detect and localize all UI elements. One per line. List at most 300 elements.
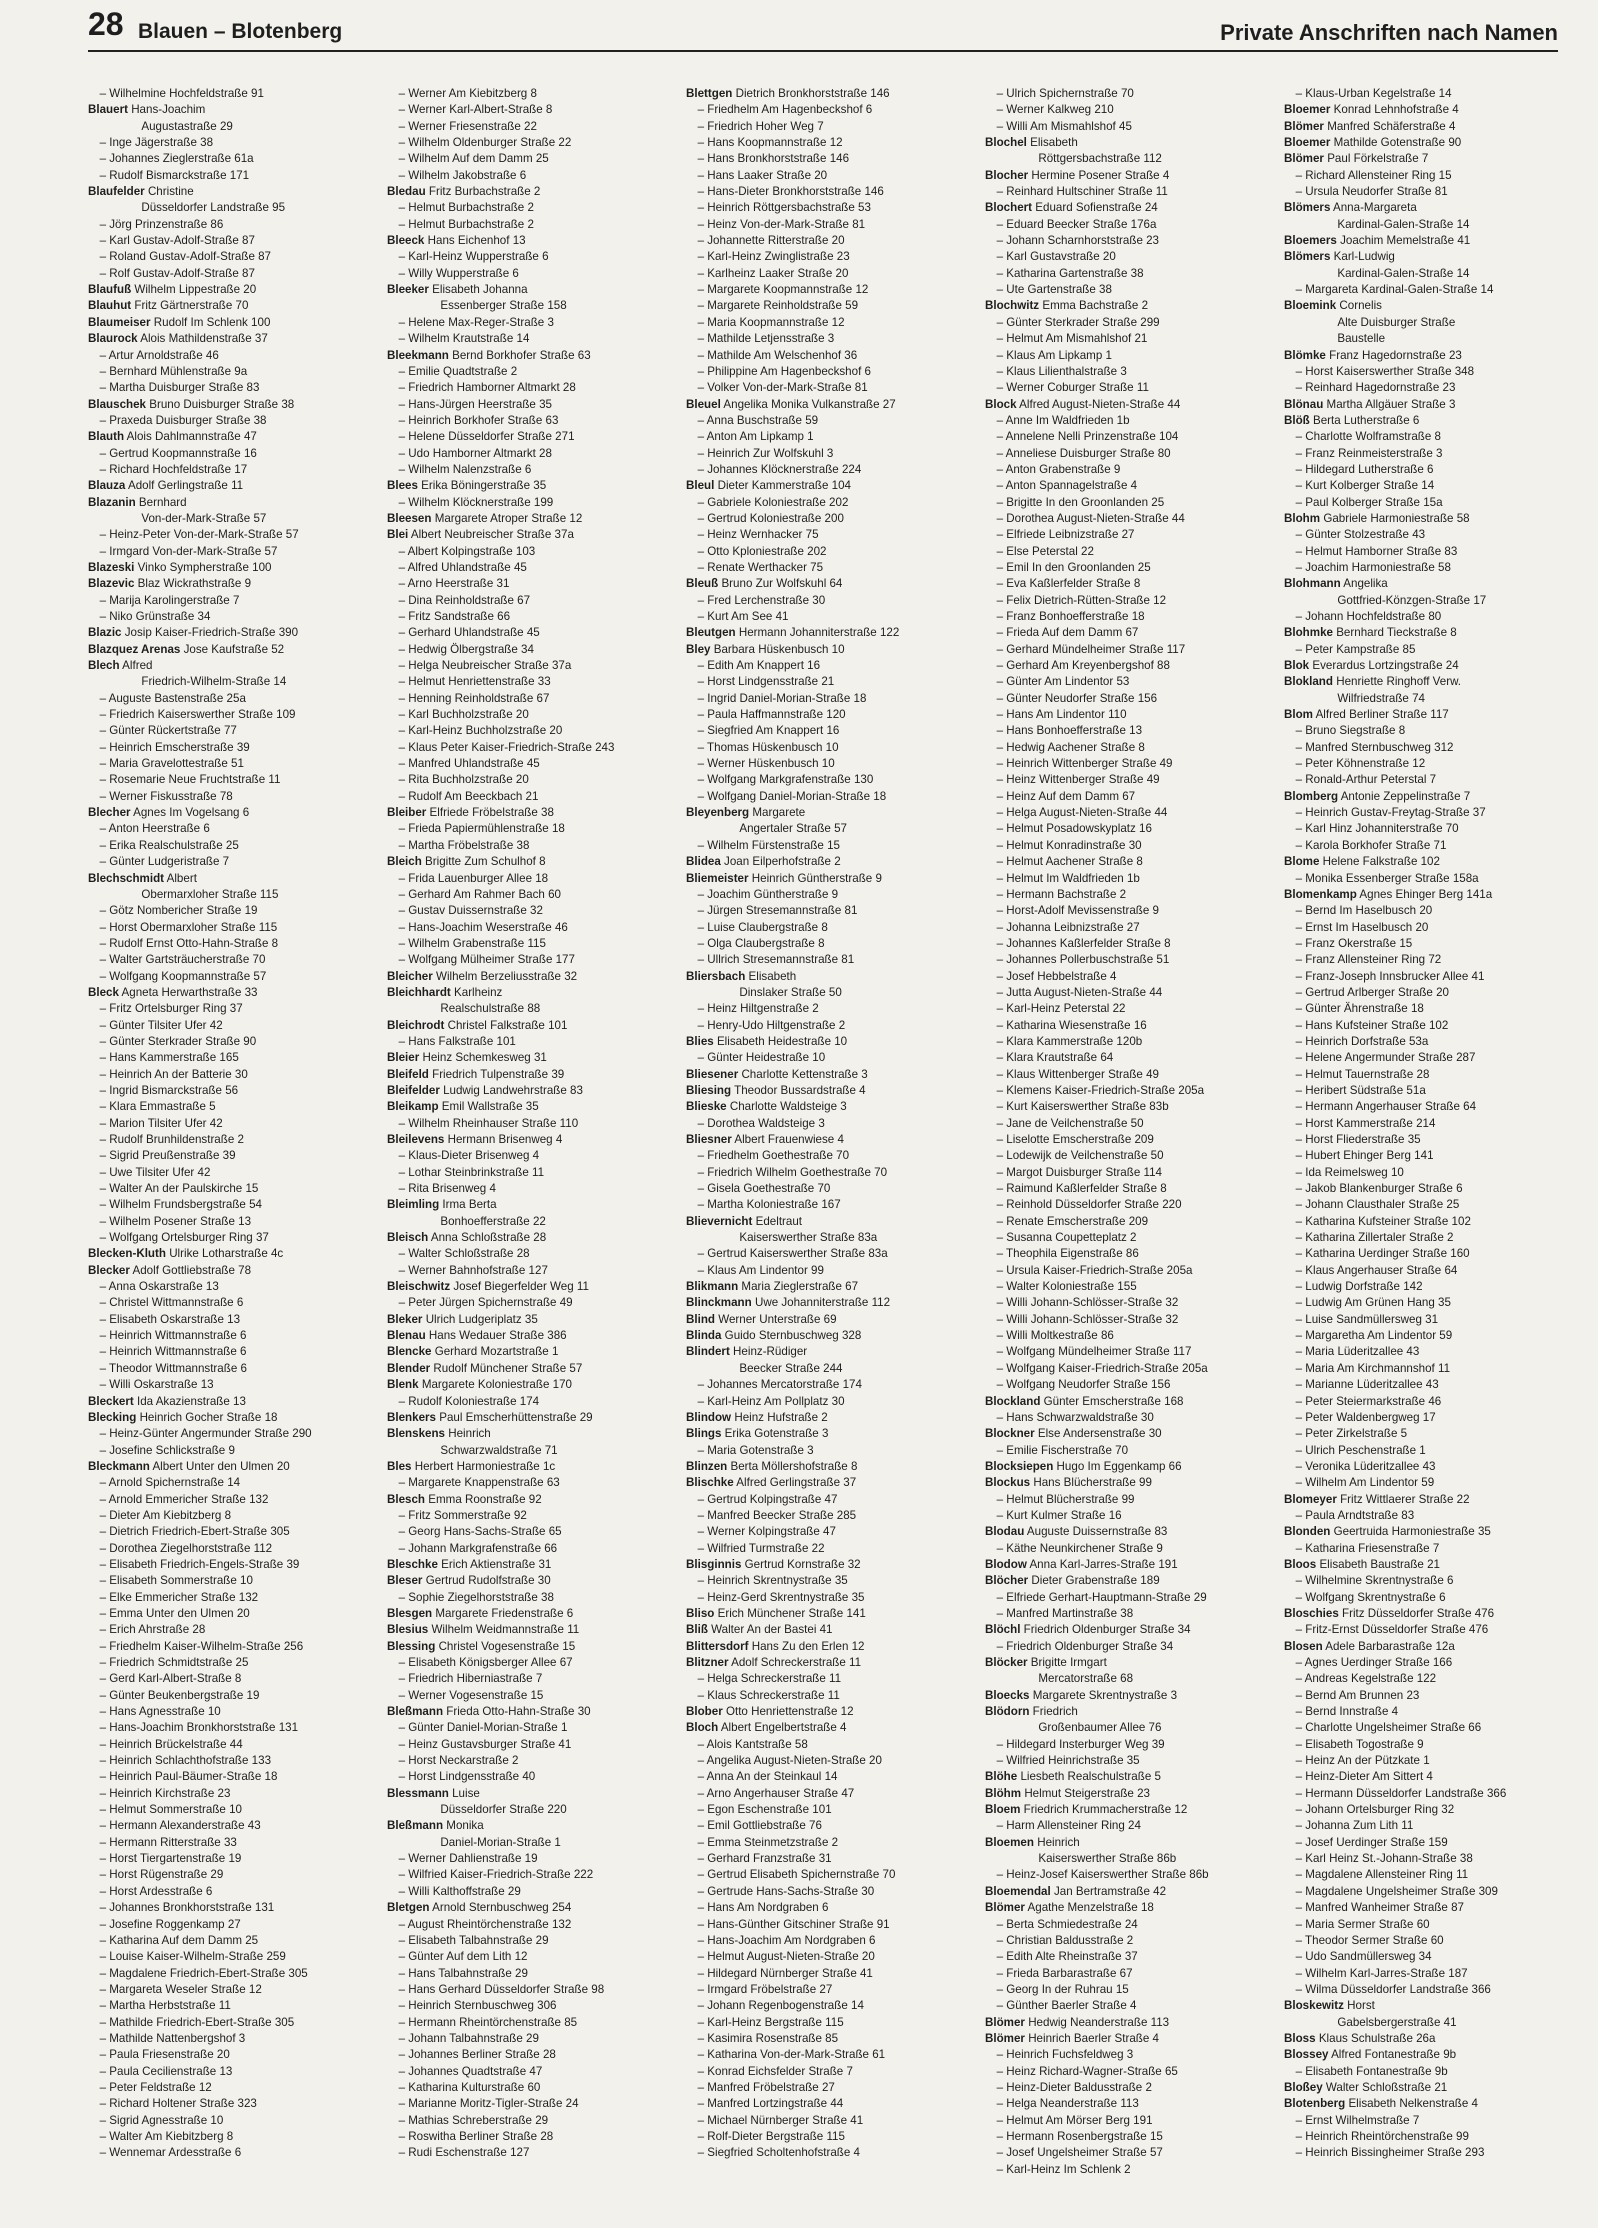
sub-entry: – Johannes Pollerbuschstraße 51 [996, 953, 1170, 967]
surname: Blömer [1284, 119, 1324, 133]
sub-entry: – Maria Gravelottestraße 51 [99, 757, 244, 771]
sub-entry: – Franz Reinmeisterstraße 3 [1295, 446, 1443, 460]
sub-entry: – Werner Hüskenbusch 10 [697, 757, 835, 771]
surname: Bloos [1284, 1557, 1317, 1571]
sub-entry: – Ida Reimelsweg 10 [1295, 1165, 1404, 1179]
directory-column-3 [686, 86, 971, 2216]
surname: Blonden [1284, 1525, 1331, 1539]
surname: Bleeker [387, 283, 429, 297]
surname: Blessing [387, 1639, 436, 1653]
address-continuation: Augustastraße 29 [141, 119, 233, 133]
surname: Blaufuß [88, 283, 132, 297]
entry-details: Liesbeth Realschulstraße 5 [1020, 1770, 1161, 1784]
entry-details: Hermann Johanniterstraße 122 [738, 626, 900, 640]
sub-entry: – Renate Emscherstraße 209 [996, 1214, 1149, 1228]
entry-details: Frieda Otto-Hahn-Straße 30 [446, 1705, 591, 1719]
surname-entry [1284, 2080, 1569, 2096]
entry-details: Albert Engelbertstraße 4 [720, 1721, 847, 1735]
sub-entry: – Karlheinz Laaker Straße 20 [697, 266, 849, 280]
sub-entry: – Heinrich Kirchstraße 23 [99, 1786, 231, 1800]
surname: Blauert [88, 103, 128, 117]
entry-details: Monika [446, 1819, 484, 1833]
entry-details: Elisabeth [1030, 136, 1078, 150]
surname: Bleutgen [686, 626, 736, 640]
sub-entry: – Heinz-Günter Angermunder Straße 290 [99, 1427, 312, 1441]
sub-entry: – Gertrud Koopmannstraße 16 [99, 446, 257, 460]
sub-entry: – Helmut Hamborner Straße 83 [1295, 544, 1458, 558]
surname: Blöhe [985, 1770, 1018, 1784]
surname-entry [88, 184, 373, 200]
sub-entry: – Horst Ardesstraße 6 [99, 1884, 213, 1898]
surname: Blittersdorf [686, 1639, 749, 1653]
sub-entry: – Mathilde Nattenbergshof 3 [99, 2031, 246, 2045]
sub-entry: – Wilhelm Grabenstraße 115 [398, 936, 546, 950]
entry-details: Hans-Joachim [131, 103, 206, 117]
sub-entry: – Hermann Düsseldorfer Landstraße 366 [1295, 1786, 1507, 1800]
sub-entry: – Rudolf Koloniestraße 174 [398, 1394, 540, 1408]
sub-entry: – Siegfried Scholtenhofstraße 4 [697, 2146, 861, 2160]
entry-details: Adolf Gottliebstraße 78 [132, 1263, 252, 1277]
sub-entry: – Paula Cecilienstraße 13 [99, 2064, 233, 2078]
address-continuation: Friedrich-Wilhelm-Straße 14 [141, 675, 287, 689]
surname-entry [686, 1655, 971, 1671]
sub-entry: – Hans Am Nordgraben 6 [697, 1901, 829, 1915]
sub-entry: – Dorothea August-Nieten-Straße 44 [996, 511, 1185, 525]
surname: Blaumeiser [88, 315, 151, 329]
directory-column-2 [387, 86, 672, 2216]
entry-details: Joachim Memelstraße 41 [1340, 234, 1471, 248]
surname: Blodow [985, 1557, 1027, 1571]
sub-entry: – Hans Bonhoefferstraße 13 [996, 724, 1143, 738]
sub-entry: – Peter Feldstraße 12 [99, 2080, 212, 2094]
address-continuation: Essenberger Straße 158 [440, 299, 567, 313]
surname: Blohmke [1284, 626, 1333, 640]
sub-entry: – Hans-Dieter Bronkhorststraße 146 [697, 185, 884, 199]
directory-column-4 [985, 86, 1270, 2216]
entry-details: Ulrike Lotharstraße 4c [169, 1247, 284, 1261]
sub-entry: – Theophila Eigenstraße 86 [996, 1247, 1139, 1261]
surname-entry [686, 1295, 971, 1311]
sub-entry: – Emma Steinmetzstraße 2 [697, 1835, 839, 1849]
surname-entry [686, 86, 971, 102]
entry-details: Emma Roonstraße 92 [428, 1492, 542, 1506]
entry-details: Paul Förkelstraße 7 [1327, 152, 1429, 166]
sub-entry: – Mathias Schreberstraße 29 [398, 2113, 549, 2127]
surname-entry [1284, 2096, 1569, 2112]
sub-entry: – Heinrich Borkhofer Straße 63 [398, 413, 559, 427]
sub-entry: – Elke Emmericher Straße 132 [99, 1590, 259, 1604]
surname-entry [387, 282, 672, 298]
entry-details: Erich Münchener Straße 141 [717, 1606, 866, 1620]
sub-entry: – Gertrud Kolpingstraße 47 [697, 1492, 838, 1506]
surname: Blesius [387, 1623, 429, 1637]
sub-entry: – Wilhelm Karl-Jarres-Straße 187 [1295, 1966, 1468, 1980]
sub-entry: – Kurt Kolberger Straße 14 [1295, 479, 1435, 493]
sub-entry: – Magdalene Ungelsheimer Straße 309 [1295, 1884, 1498, 1898]
entry-details: Elisabeth [748, 969, 797, 983]
sub-entry: – Götz Nombericher Straße 19 [99, 904, 258, 918]
surname: Bles [387, 1459, 412, 1473]
sub-entry: – Hildegard Nürnberger Straße 41 [697, 1966, 873, 1980]
sub-entry: – Ute Gartenstraße 38 [996, 283, 1112, 297]
entry-details: Heinrich [1037, 1835, 1080, 1849]
sub-entry: – Gerhard Mündelheimer Straße 117 [996, 642, 1186, 656]
surname: Bleschke [387, 1557, 438, 1571]
sub-entry: – Ingrid Daniel-Morian-Straße 18 [697, 691, 867, 705]
sub-entry: – Hans Falkstraße 101 [398, 1034, 516, 1048]
entry-details: Josef Biegerfelder Weg 11 [453, 1280, 589, 1294]
surname: Blömer [1284, 152, 1324, 166]
sub-entry: – Heinrich Paul-Bäumer-Straße 18 [99, 1770, 278, 1784]
surname-entry [686, 1034, 971, 1050]
sub-entry: – Karl-Heinz Zwinglistraße 23 [697, 250, 850, 264]
sub-entry: – Paula Haffmannstraße 120 [697, 708, 846, 722]
surname: Blettgen [686, 87, 733, 100]
surname: Bleischwitz [387, 1280, 451, 1294]
sub-entry: – Rita Brisenweg 4 [398, 1182, 496, 1196]
entry-details: Wilhelm Berzeliusstraße 32 [436, 969, 578, 983]
surname-entry [686, 1132, 971, 1148]
sub-entry: – Willi Johann-Schlösser-Straße 32 [996, 1312, 1179, 1326]
entry-details: Elisabeth Baustraße 21 [1319, 1557, 1440, 1571]
surname-entry [1284, 151, 1569, 167]
surname-entry [387, 1426, 672, 1442]
sub-entry: – Johann Markgrafenstraße 66 [398, 1541, 558, 1555]
sub-entry: – Klara Krautstraße 64 [996, 1051, 1114, 1065]
surname-entry [686, 854, 971, 870]
surname-entry [686, 1279, 971, 1295]
surname: Blöhm [985, 1786, 1022, 1800]
sub-entry: – Edith Alte Rheinstraße 37 [996, 1950, 1138, 1964]
entry-details: Fritz Gärtnerstraße 70 [134, 299, 249, 313]
surname-entry [686, 805, 971, 821]
entry-details: Franz Hagedornstraße 23 [1329, 348, 1462, 362]
sub-entry: – Katharina Zillertaler Straße 2 [1295, 1231, 1454, 1245]
sub-entry: – Günter Heidestraße 10 [697, 1051, 826, 1065]
entry-details: Anna Schloßstraße 28 [430, 1231, 547, 1245]
sub-entry: – Heinrich Skrentnystraße 35 [697, 1574, 848, 1588]
sub-entry: – Sophie Ziegelhorststraße 38 [398, 1590, 554, 1604]
address-continuation: Obermarxloher Straße 115 [141, 887, 279, 901]
entry-details: Bernd Borkhofer Straße 63 [452, 348, 591, 362]
entry-details: Walter Schloßstraße 21 [1325, 2080, 1448, 2094]
sub-entry: – Klara Emmastraße 5 [99, 1100, 216, 1114]
sub-entry: – Kasimira Rosenstraße 85 [697, 2031, 839, 2045]
surname: Blohm [1284, 511, 1321, 525]
sub-entry: – Heinrich Röttgersbachstraße 53 [697, 201, 871, 215]
sub-entry: – Walter Gartsträucherstraße 70 [99, 953, 266, 967]
surname-entry [686, 1475, 971, 1491]
entry-details: Margarete Friedenstraße 6 [435, 1606, 574, 1620]
surname: Blok [1284, 659, 1310, 673]
sub-entry: – Josefine Schlickstraße 9 [99, 1443, 235, 1457]
sub-entry: – Maria Koopmannstraße 12 [697, 315, 845, 329]
sub-entry: – August Rheintörchenstraße 132 [398, 1917, 572, 1931]
surname: Bliesner [686, 1133, 732, 1146]
sub-entry: – Klaus Am Lipkamp 1 [996, 348, 1112, 362]
sub-entry: – Johannes Mercatorstraße 174 [697, 1378, 862, 1392]
surname: Blenau [387, 1329, 426, 1343]
entry-details: Otto Henriettenstraße 12 [725, 1705, 854, 1719]
surname-entry [88, 495, 373, 511]
entry-details: Henriette Ringhoff Verw. [1336, 675, 1462, 689]
sub-entry: – Elisabeth Sommerstraße 10 [99, 1574, 253, 1588]
sub-entry: – Heinrich Zur Wolfskuhl 3 [697, 446, 834, 460]
surname: Blöchl [985, 1623, 1021, 1637]
sub-entry: – Anton Grabenstraße 9 [996, 462, 1121, 476]
sub-entry: – Martha Duisburger Straße 83 [99, 381, 260, 395]
entry-details: Agnes Im Vogelsang 6 [133, 806, 250, 820]
surname-entry [1284, 1557, 1569, 1573]
entry-details: Angelika Monika Vulkanstraße 27 [723, 397, 896, 411]
surname-entry [686, 1622, 971, 1638]
sub-entry: – Klaus Angerhauser Straße 64 [1295, 1263, 1458, 1277]
sub-entry: – Frida Lauenburger Allee 18 [398, 871, 549, 885]
surname-entry [1284, 249, 1569, 265]
sub-entry: – Paula Arndtstraße 83 [1295, 1508, 1415, 1522]
sub-entry: – Klaus Schreckerstraße 11 [697, 1688, 840, 1702]
sub-entry: – Ursula Neudorfer Straße 81 [1295, 185, 1448, 199]
surname-entry [686, 1328, 971, 1344]
entry-details: Horst [1347, 1999, 1375, 2013]
sub-entry: – Wilfried Kaiser-Friedrich-Straße 222 [398, 1868, 594, 1882]
sub-entry: – Rudi Eschenstraße 127 [398, 2146, 530, 2160]
sub-entry: – Anton Am Lipkamp 1 [697, 430, 814, 444]
surname-entry [686, 1067, 971, 1083]
sub-entry: – Johann Clausthaler Straße 25 [1295, 1198, 1460, 1212]
sub-entry: – Peter Steiermarkstraße 46 [1295, 1394, 1442, 1408]
sub-entry: – Wennemar Ardesstraße 6 [99, 2146, 242, 2160]
surname: Bloecks [985, 1688, 1030, 1702]
surname-entry [686, 871, 971, 887]
sub-entry: – Hermann Rosenbergstraße 15 [996, 2129, 1163, 2143]
surname: Blecker [88, 1263, 130, 1277]
sub-entry: – Ursula Kaiser-Friedrich-Straße 205a [996, 1263, 1193, 1277]
sub-entry: – Dorothea Waldsteige 3 [697, 1116, 825, 1130]
sub-entry: – Klaus Wittenberger Straße 49 [996, 1067, 1159, 1081]
sub-entry: – Kurt Kulmer Straße 16 [996, 1508, 1122, 1522]
surname-entry [387, 1328, 672, 1344]
address-continuation: Gottfried-Könzgen-Straße 17 [1337, 593, 1487, 607]
sub-entry: – Günter Rückertstraße 77 [99, 724, 237, 738]
sub-entry: – Karola Borkhofer Straße 71 [1295, 838, 1447, 852]
entry-details: Helene Falkstraße 102 [1322, 855, 1440, 869]
entry-details: Elisabeth Nelkenstraße 4 [1348, 2097, 1478, 2111]
sub-entry: – Klaus Peter Kaiser-Friedrich-Straße 243 [398, 740, 615, 754]
surname: Bloßey [1284, 2080, 1323, 2094]
entry-details: Agnes Ehinger Berg 141a [1359, 887, 1493, 901]
surname-entry [985, 1802, 1270, 1818]
sub-entry: – Friedhelm Am Hagenbeckshof 6 [697, 103, 873, 117]
entry-details: Vinko Sympherstraße 100 [137, 560, 272, 574]
sub-entry: – Peter Jürgen Spichernstraße 49 [398, 1296, 573, 1310]
surname-entry [1284, 2031, 1569, 2047]
sub-entry: – Helmut August-Nieten-Straße 20 [697, 1950, 875, 1964]
entry-details: Luise [452, 1786, 480, 1800]
sub-entry: – Hans-Günther Gitschiner Straße 91 [697, 1917, 890, 1931]
surname-entry [387, 184, 672, 200]
sub-entry: – Emilie Fischerstraße 70 [996, 1443, 1129, 1457]
entry-details: Alfred Gerlingstraße 37 [736, 1476, 857, 1490]
surname-entry [985, 1557, 1270, 1573]
entry-details: Alfred [122, 659, 153, 673]
surname: Blochwitz [985, 299, 1040, 313]
sub-entry: – Irmgard Fröbelstraße 27 [697, 1982, 833, 1996]
entry-details: Elisabeth Heidestraße 10 [716, 1034, 848, 1048]
sub-entry: – Helmut Posadowskyplatz 16 [996, 822, 1152, 836]
surname-entry [88, 397, 373, 413]
surname-entry [387, 1067, 672, 1083]
sub-entry: – Wolfgang Skrentnystraße 6 [1295, 1590, 1446, 1604]
entry-details: Anna Karl-Jarres-Straße 191 [1029, 1557, 1178, 1571]
sub-entry: – Udo Hamborner Altmarkt 28 [398, 446, 552, 460]
sub-entry: – Johann Hochfeldstraße 80 [1295, 610, 1442, 623]
surname: Blönau [1284, 397, 1324, 411]
surname-entry [985, 397, 1270, 413]
surname: Bleilevens [387, 1133, 445, 1146]
sub-entry: – Helmut Aachener Straße 8 [996, 855, 1143, 869]
sub-entry: – Heinrich Schlachthofstraße 133 [99, 1754, 272, 1768]
sub-entry: – Maria Gotenstraße 3 [697, 1443, 814, 1457]
sub-entry: – Elisabeth Friedrich-Engels-Straße 39 [99, 1557, 300, 1571]
surname-entry [985, 1426, 1270, 1442]
sub-entry: – Helmut Am Mörser Berg 191 [996, 2113, 1153, 2127]
sub-entry: – Marion Tilsiter Ufer 42 [99, 1116, 223, 1130]
sub-entry: – Hans-Joachim Weserstraße 46 [398, 920, 568, 934]
surname-entry [88, 315, 373, 331]
sub-entry: – Klaus-Dieter Brisenweg 4 [398, 1149, 540, 1163]
entry-details: Anna-Margareta [1333, 201, 1417, 215]
surname: Blomenkamp [1284, 887, 1357, 901]
sub-entry: – Johanna Leibnizstraße 27 [996, 920, 1140, 934]
surname-entry [1284, 348, 1569, 364]
sub-entry: – Katharina Kufsteiner Straße 102 [1295, 1214, 1471, 1228]
sub-entry: – Albert Kolpingstraße 103 [398, 544, 536, 558]
surname-entry [387, 1099, 672, 1115]
sub-entry: – Wilhelm Klöcknerstraße 199 [398, 495, 554, 509]
surname: Bloskewitz [1284, 1999, 1344, 2013]
surname: Blom [1284, 708, 1313, 722]
sub-entry: – Franz Bonhoefferstraße 18 [996, 610, 1145, 623]
sub-entry: – Hildegard Lutherstraße 6 [1295, 462, 1434, 476]
surname: Blauza [88, 479, 126, 493]
sub-entry: – Willi Am Mismahlshof 45 [996, 119, 1132, 133]
entry-details: Jose Kaufstraße 52 [183, 642, 285, 656]
sub-entry: – Manfred Wanheimer Straße 87 [1295, 1901, 1464, 1915]
surname: Blind [686, 1312, 715, 1326]
sub-entry: – Josef Uerdinger Straße 159 [1295, 1835, 1448, 1849]
surname-entry [88, 805, 373, 821]
sub-entry: – Fritz Sandstraße 66 [398, 610, 511, 623]
sub-entry: – Hans Kammerstraße 165 [99, 1051, 239, 1065]
entry-details: Gertrud Kornstraße 32 [744, 1557, 861, 1571]
surname-entry [88, 1394, 373, 1410]
surname-entry [686, 969, 971, 985]
directory-column-5 [1284, 86, 1569, 2216]
surname-entry [387, 1639, 672, 1655]
sub-entry: – Elisabeth Talbahnstraße 29 [398, 1933, 549, 1947]
surname: Bliesener [686, 1067, 739, 1081]
surname-entry [88, 282, 373, 298]
surname-entry [1284, 233, 1569, 249]
sub-entry: – Helmut Blücherstraße 99 [996, 1492, 1135, 1506]
sub-entry: – Margareta Kardinal-Galen-Straße 14 [1295, 283, 1494, 297]
sub-entry: – Heribert Südstraße 51a [1295, 1083, 1426, 1097]
entry-details: Rudolf Münchener Straße 57 [433, 1361, 583, 1375]
surname: Blikmann [686, 1280, 739, 1294]
surname-entry [1284, 1524, 1569, 1540]
sub-entry: – Klaus Am Lindentor 99 [697, 1263, 824, 1277]
surname: Blocksiepen [985, 1459, 1054, 1473]
address-continuation: Wilfriedstraße 74 [1337, 691, 1425, 705]
entry-details: Emma Bachstraße 2 [1042, 299, 1149, 313]
entry-details: Fritz Wittlaerer Straße 22 [1340, 1492, 1470, 1506]
surname-entry [686, 1344, 971, 1360]
surname: Blockland [985, 1394, 1041, 1408]
sub-entry: – Artur Arnoldstraße 46 [99, 348, 219, 362]
sub-entry: – Thomas Hüskenbusch 10 [697, 740, 839, 754]
entry-details: Christel Falkstraße 101 [447, 1018, 568, 1032]
surname-entry [387, 1018, 672, 1034]
entry-details: Friedrich Krummacherstraße 12 [1023, 1803, 1188, 1817]
sub-entry: – Heinz-Gerd Skrentnystraße 35 [697, 1590, 865, 1604]
surname: Blöß [1284, 413, 1310, 427]
sub-entry: – Helga Neanderstraße 113 [996, 2097, 1139, 2111]
sub-entry: – Franz Allensteiner Ring 72 [1295, 953, 1442, 967]
sub-entry: – Elfriede Leibnizstraße 27 [996, 528, 1135, 542]
entry-details: Edeltraut [755, 1214, 803, 1228]
entry-details: Brigitte Zum Schulhof 8 [425, 855, 546, 869]
surname-entry [1284, 200, 1569, 216]
entry-details: Heinrich [448, 1427, 491, 1441]
sub-entry: – Willi Kalthoffstraße 29 [398, 1884, 521, 1898]
sub-entry: – Willy Wupperstraße 6 [398, 266, 519, 280]
address-continuation: Daniel-Morian-Straße 1 [440, 1835, 561, 1849]
sub-entry: – Anneliese Duisburger Straße 80 [996, 446, 1171, 460]
entry-details: Emil Wallstraße 35 [441, 1100, 539, 1114]
sub-entry: – Horst Kaiserswerther Straße 348 [1295, 364, 1475, 378]
entry-details: Heinrich Gocher Straße 18 [139, 1410, 278, 1424]
surname: Blessmann [387, 1786, 449, 1800]
surname-entry [985, 1573, 1270, 1589]
entry-details: Alfred August-Nieten-Straße 44 [1019, 397, 1181, 411]
surname-entry [985, 1475, 1270, 1491]
entry-details: Elfriede Fröbelstraße 38 [429, 806, 554, 820]
sub-entry: – Eva Kaßlerfelder Straße 8 [996, 577, 1141, 591]
surname-entry [686, 1720, 971, 1736]
address-continuation: Beecker Straße 244 [739, 1361, 843, 1375]
entry-details: Albert Unter den Ulmen 20 [152, 1459, 290, 1473]
sub-entry: – Heinrich Emscherstraße 39 [99, 740, 250, 754]
address-continuation: Kardinal-Galen-Straße 14 [1337, 266, 1470, 280]
sub-entry: – Jürgen Stresemannstraße 81 [697, 904, 858, 918]
surname: Blisginnis [686, 1557, 742, 1571]
sub-entry: – Heinz-Josef Kaiserswerther Straße 86b [996, 1868, 1209, 1882]
sub-entry: – Reinhold Düsseldorfer Straße 220 [996, 1198, 1182, 1212]
surname-entry [686, 1459, 971, 1475]
sub-entry: – Richard Holtener Straße 323 [99, 2097, 257, 2111]
surname: Bleker [387, 1312, 423, 1326]
entry-details: Berta Möllershofstraße 8 [730, 1459, 858, 1473]
surname: Blomberg [1284, 789, 1339, 803]
sub-entry: – Arno Heerstraße 31 [398, 577, 510, 591]
sub-entry: – Marija Karolingerstraße 7 [99, 593, 240, 607]
surname-entry [985, 1459, 1270, 1475]
sub-entry: – Manfred Lortzingstraße 44 [697, 2097, 844, 2111]
sub-entry: – Heinrich Brückelstraße 44 [99, 1737, 243, 1751]
entry-details: Erich Aktienstraße 31 [441, 1557, 552, 1571]
sub-entry: – Johannes Kaßlerfelder Straße 8 [996, 936, 1171, 950]
